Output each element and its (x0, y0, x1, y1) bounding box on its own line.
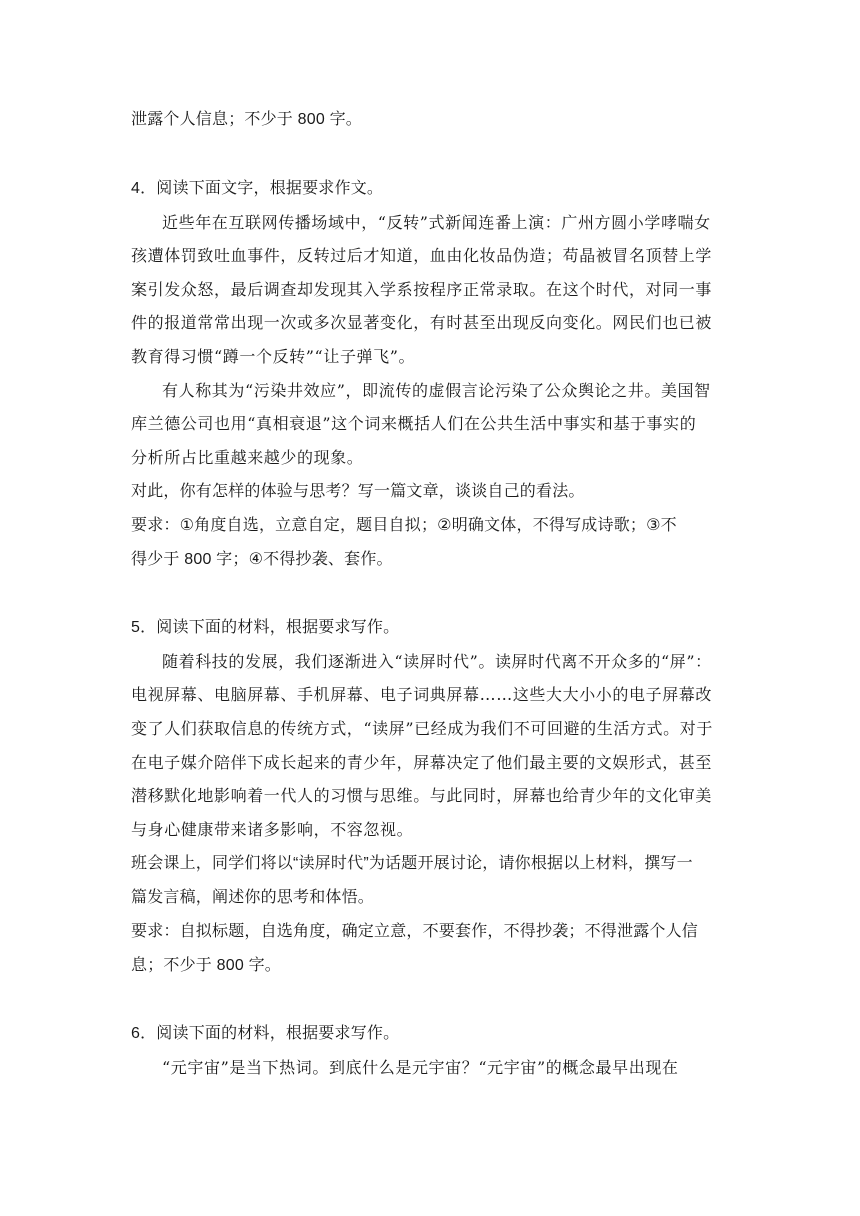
q5-requirements-line: 息；不少于 800 字。 (131, 957, 281, 974)
q4-paragraph-1-line: 孩遭体罚致吐血事件，反转过后才知道，血由化妆品伪造；苟晶被冒名顶替上学 (131, 246, 713, 265)
q5-prompt-line: 篇发言稿，阐述你的思考和体悟。 (131, 889, 375, 906)
q5-paragraph-1-line: 变了人们获取信息的传统方式，“读屏”已经成为我们不可回避的生活方式。对于 (131, 719, 713, 738)
q4-paragraph-2-line: 有人称其为“污染井效应”，即流传的虚假言论污染了公众舆论之井。美国智 (162, 381, 711, 400)
q4-paragraph-1-line: 案引发众怒，最后调查却发现其入学系按程序正常录取。在这个时代，对同一事 (131, 280, 713, 299)
q4-paragraph-1-line: 教育得习惯“蹲一个反转”“让子弹飞”。 (131, 347, 416, 366)
question-5-heading: 5．阅读下面的材料，根据要求写作。 (131, 619, 400, 636)
q5-paragraph-1-line: 电视屏幕、电脑屏幕、手机屏幕、电子词典屏幕……这些大大小小的电子屏幕改 (131, 685, 713, 704)
q4-paragraph-2-line: 库兰德公司也用“真相衰退”这个词来概括人们在公共生活中事实和基于事实的 (131, 414, 697, 433)
q5-paragraph-1-line: 潜移默化地影响着一代人的习惯与思维。与此同时，屏幕也给青少年的文化审美 (131, 786, 713, 805)
q6-paragraph-1-line: “元宇宙”是当下热词。到底什么是元宇宙？“元宇宙”的概念最早出现在 (162, 1058, 679, 1077)
q4-requirements-line: 要求：①角度自选，立意自定，题目自拟；②明确文体，不得写成诗歌；③不 (131, 517, 677, 534)
q4-requirements-line: 得少于 800 字；④不得抄袭、套作。 (131, 551, 393, 568)
q5-paragraph-1-line: 随着科技的发展，我们逐渐进入“读屏时代”。读屏时代离不开众多的“屏”： (162, 652, 712, 671)
q5-requirements-line: 要求：自拟标题，自选角度，确定立意，不要套作，不得抄袭；不得泄露个人信 (131, 923, 699, 940)
question-6-heading: 6．阅读下面的材料，根据要求写作。 (131, 1025, 400, 1042)
question-4-heading: 4．阅读下面文字，根据要求作文。 (131, 180, 384, 197)
q4-paragraph-1-line: 件的报道常常出现一次或多次显著变化，有时甚至出现反向变化。网民们也已被 (131, 313, 713, 332)
q5-paragraph-1-line: 与身心健康带来诸多影响，不容忽视。 (131, 820, 414, 839)
text-line: 泄露个人信息；不少于 800 字。 (131, 111, 362, 128)
q4-prompt-line: 对此，你有怎样的体验与思考？写一篇文章，谈谈自己的看法。 (131, 483, 585, 500)
q4-paragraph-2-line: 分析所占比重越来越少的现象。 (131, 448, 364, 467)
q4-paragraph-1-line: 近些年在互联网传播场域中，“反转”式新闻连番上演：广州方圆小学哮喘女 (162, 213, 711, 232)
q5-prompt-line: 班会课上，同学们将以“读屏时代”为话题开展讨论，请你根据以上材料，撰写一 (131, 855, 693, 872)
q5-paragraph-1-line: 在电子媒介陪伴下成长起来的青少年，屏幕决定了他们最主要的文娱形式，甚至 (131, 753, 713, 772)
